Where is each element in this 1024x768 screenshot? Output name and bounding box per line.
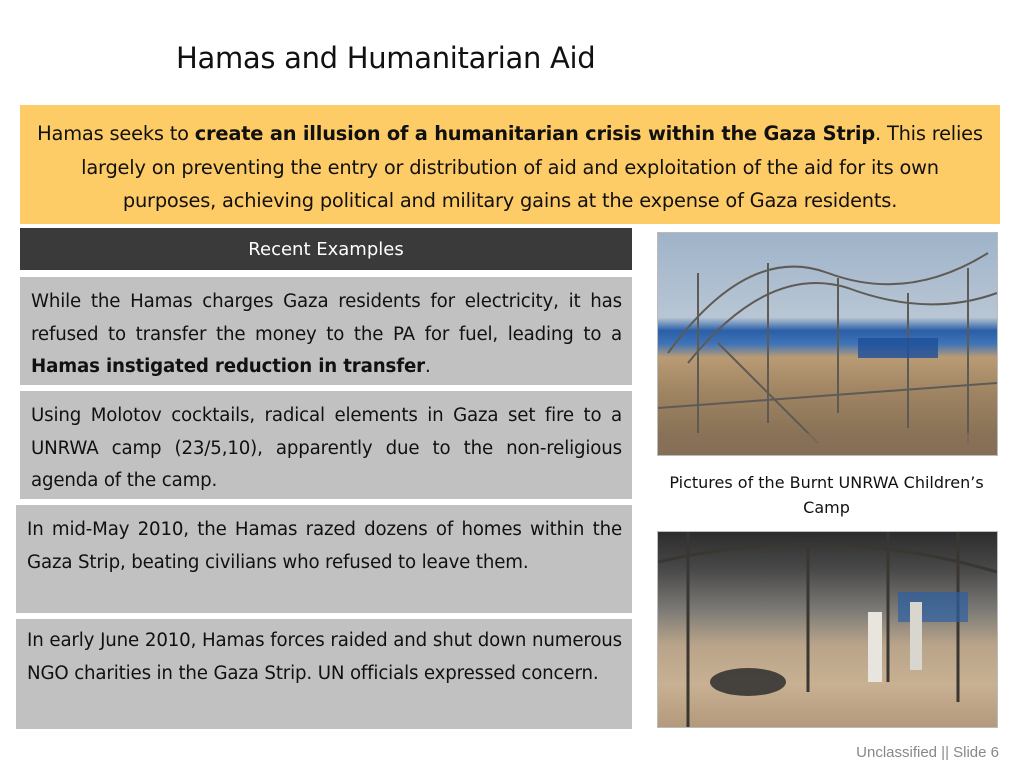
summary-banner xyxy=(20,105,1000,224)
example-3-text: In mid-May 2010, the Hamas razed dozens of homes within the Gaza Strip, beating civilians who refused to leave them. xyxy=(27,519,622,573)
slide-title: Hamas and Humanitarian Aid xyxy=(176,41,596,75)
example-box-electricity xyxy=(20,277,632,385)
banner-rest: . This relies largely on preventing the entry or distribution of aid and exploitation of the aid for its own purposes, achieving political and military gains at the expense of Gaza residents. xyxy=(81,122,983,212)
example-1-text: While the Hamas charges Gaza residents for electricity, it has refused to transfer the money to the PA for fuel, leading to a xyxy=(31,291,622,345)
example-4-text: In early June 2010, Hamas forces raided and shut down numerous NGO charities in the Gaza Strip. UN officials expressed concern. xyxy=(27,630,622,684)
burnt-camp-photo-1 xyxy=(657,232,998,456)
example-2-text: Using Molotov cocktails, radical elements in Gaza set fire to a UNRWA camp (23/5,10), apparently due to the non-religious agenda of the camp. xyxy=(31,405,622,491)
camp-structure-illustration-2 xyxy=(658,532,997,727)
example-box-razed-homes xyxy=(16,505,632,613)
camp-structure-illustration-1 xyxy=(658,233,997,455)
recent-examples-header: Recent Examples xyxy=(20,228,632,270)
example-box-ngo-raid xyxy=(16,619,632,729)
example-1-end: . xyxy=(424,356,431,377)
example-box-molotov xyxy=(20,391,632,499)
banner-bold-text: create an illusion of a humanitarian crisis within the Gaza Strip xyxy=(194,122,876,145)
example-1-bold: Hamas instigated reduction in transfer xyxy=(31,356,425,377)
classification-footer: Unclassified || Slide 6 xyxy=(856,744,999,761)
photo-caption: Pictures of the Burnt UNRWA Children’s Camp xyxy=(669,473,984,517)
banner-intro: Hamas seeks to xyxy=(37,122,195,145)
burnt-camp-photo-2 xyxy=(657,531,998,728)
